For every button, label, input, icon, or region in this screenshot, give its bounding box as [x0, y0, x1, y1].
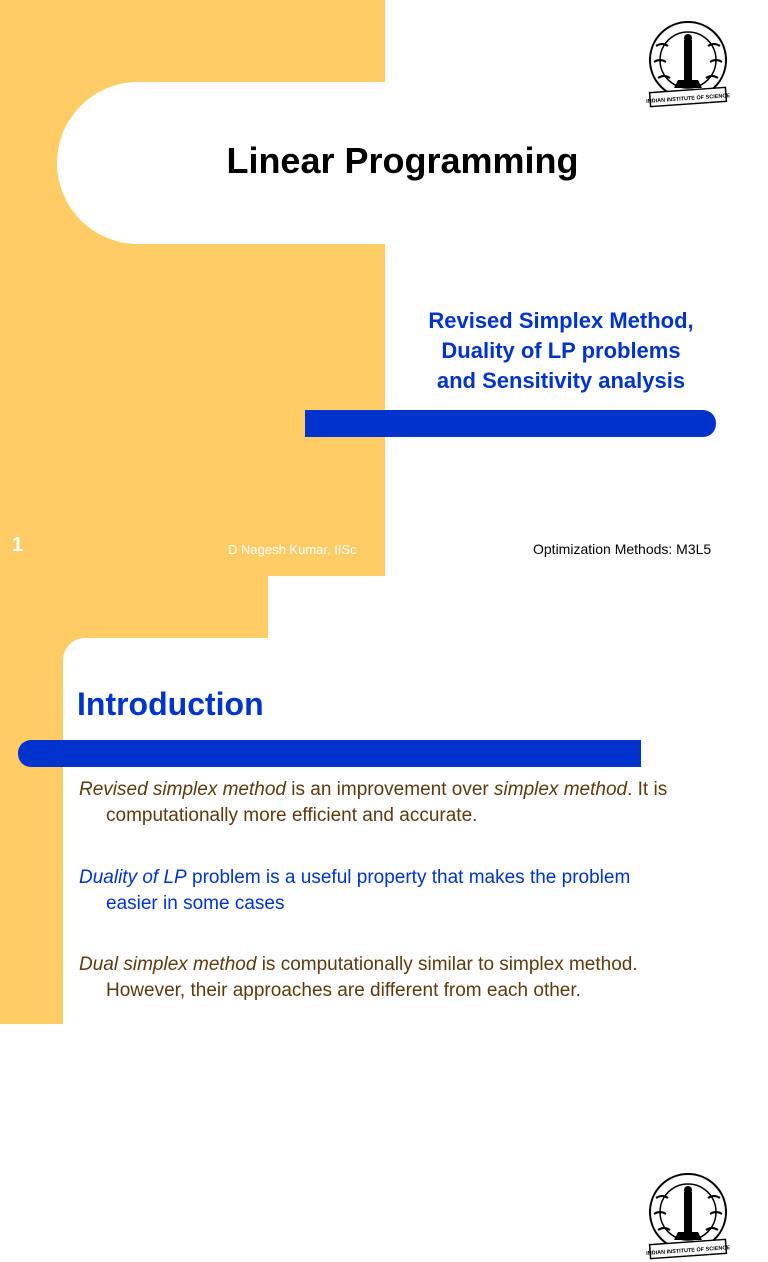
logo-text: INDIAN INSTITUTE OF SCIENCE [646, 1245, 731, 1257]
logo-text: INDIAN INSTITUTE OF SCIENCE [646, 93, 731, 105]
paragraph-continuation: However, their approaches are different from each other. [106, 980, 581, 1001]
slide-number: 1 [12, 534, 24, 556]
iisc-seal-logo [642, 18, 734, 110]
subtitle-line: Revised Simplex Method, [428, 308, 694, 333]
paragraph-text: . It is [627, 779, 668, 800]
subtitle-line: Duality of LP problems [441, 338, 681, 363]
slide-title: Introduction [77, 686, 264, 722]
paragraph-revised-simplex [79, 777, 749, 829]
emphasis-term: Duality of LP [79, 867, 187, 888]
emphasis-term: Revised simplex method [79, 779, 286, 800]
accent-bar [305, 410, 716, 437]
paragraph-text: problem is a useful property that makes the problem [186, 867, 631, 888]
emphasis-term: Dual simplex method [79, 954, 257, 975]
subtitle-line: and Sensitivity analysis [436, 368, 686, 393]
slide-white-area [268, 576, 768, 638]
paragraph-continuation: computationally more efficient and accurate. [106, 805, 478, 826]
accent-bar [18, 740, 641, 767]
paragraph-dual-simplex [79, 952, 749, 1004]
emphasis-term: simplex method [494, 779, 628, 800]
introduction-slide [0, 576, 768, 1257]
footer-author: D Nagesh Kumar, IISc [228, 542, 357, 557]
paragraph-text: is an improvement over [285, 779, 495, 800]
paragraph-duality [79, 865, 749, 917]
footer-course: Optimization Methods: M3L5 [533, 541, 712, 557]
paragraph-text: is computationally similar to simplex method. [256, 954, 638, 975]
slide-title: Linear Programming [226, 140, 579, 181]
title-slide [0, 0, 768, 576]
slide-subtitle [385, 306, 737, 396]
iisc-seal-logo [642, 1170, 734, 1262]
paragraph-continuation: easier in some cases [106, 893, 285, 914]
